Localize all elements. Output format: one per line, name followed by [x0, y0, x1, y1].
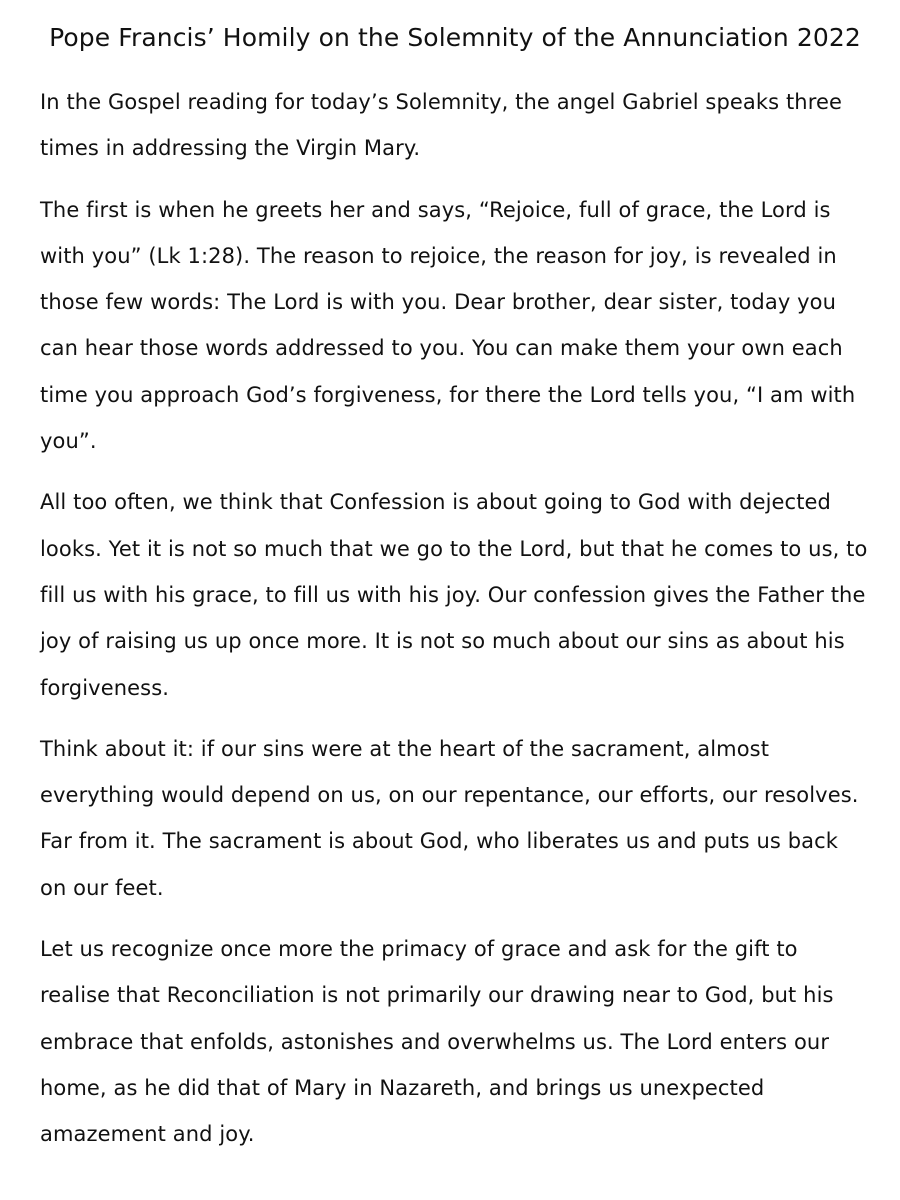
paragraph-2: The first is when he greets her and says, “Rejoice, full of grace, the Lord is with you” (Lk 1:28). The reason to rejoice, the reason for joy, is revealed in those few words: The Lord is with you. Dear brother, dear sister, today you can hear those words addressed to you. You can make them your own each time you approach God’s forgiveness, for there the Lord tells you, “I am with you”.: [40, 197, 856, 454]
paragraph-3: All too often, we think that Confession is about going to God with dejected looks. Yet it is not so much that we go to the Lord, but that he comes to us, to fill us with his grace, to fill us with his joy. Our confession gives the Father the joy of raising us up once more. It is not so much about our sins as about his forgiveness.: [40, 490, 868, 700]
document-title: Pope Francis’ Homily on the Solemnity of the Annunciation 2022: [49, 23, 861, 52]
paragraph-1: In the Gospel reading for today’s Solemnity, the angel Gabriel speaks three times in addressing the Virgin Mary.: [40, 90, 843, 161]
paragraph-5: Let us recognize once more the primacy of grace and ask for the gift to realise that Reconciliation is not primarily our drawing near to God, but his embrace that enfolds, astonishes and overwhelms us. The Lord enters our home, as he did that of Mary in Nazareth, and brings us unexpected amazement and joy.: [40, 937, 834, 1147]
paragraph-4: Think about it: if our sins were at the heart of the sacrament, almost everything would depend on us, on our repentance, our efforts, our resolves. Far from it. The sacrament is about God, who liberates us and puts us back on our feet.: [40, 736, 859, 900]
